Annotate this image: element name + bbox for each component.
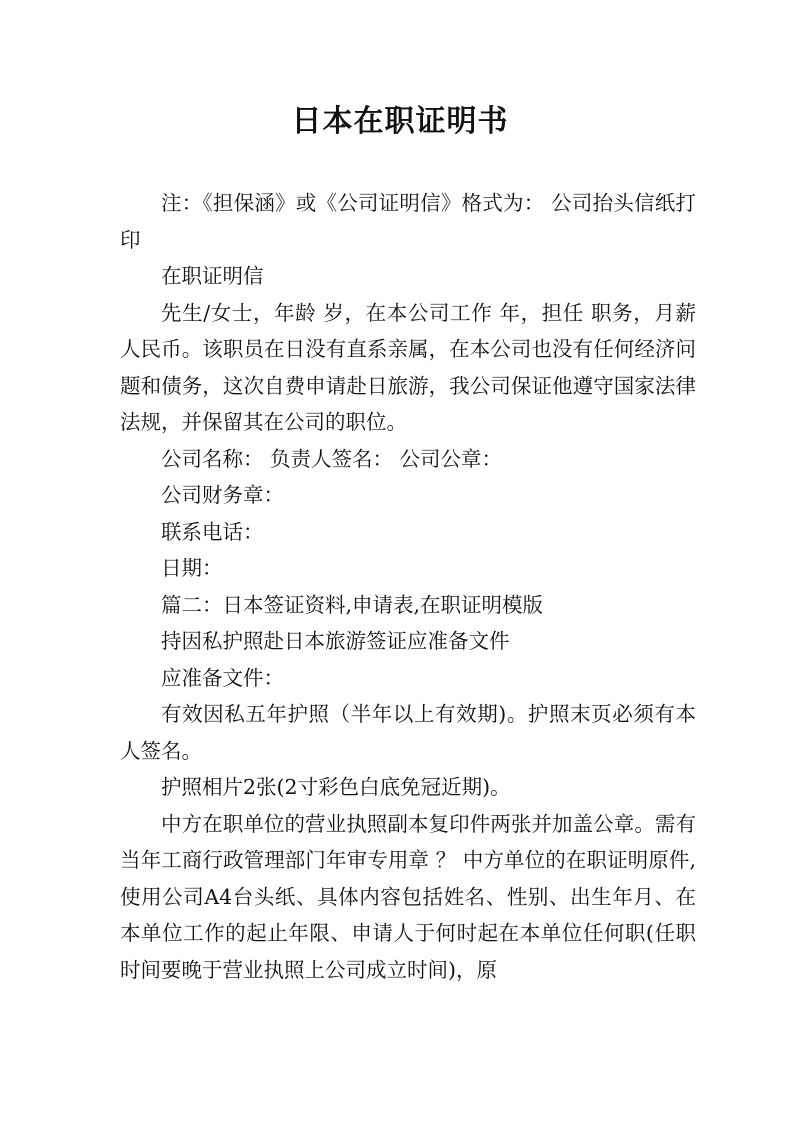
date-line: 日期：	[161, 556, 223, 580]
photo-item: 护照相片2张(2寸彩色白底免冠近期)。	[161, 775, 511, 799]
section-two-heading: 篇二：日本签证资料,申请表,在职证明模版	[161, 592, 544, 617]
document-title: 日本在职证明书	[291, 104, 509, 139]
required-docs-label: 应准备文件：	[161, 665, 284, 690]
finance-seal-line: 公司财务章：	[161, 483, 284, 507]
passport-item: 有效因私五年护照（半年以上有效期)。护照末页必须有本人签名。	[120, 702, 696, 763]
document-body	[120, 185, 696, 988]
letter-heading: 在职证明信	[161, 264, 264, 288]
letter-body: 先生/女士，年龄 岁，在本公司工作 年，担任 职务，月薪 人民币。该职员在日没有直系亲属，在本公司也没有任何经济问题和债务，这次自费申请赴日旅游，我公司保证他遵守国家法律法规，并保留其在公司的职位。	[120, 300, 696, 434]
format-note: 注：《担保涵》或《公司证明信》格式为： 公司抬头信纸打印	[120, 191, 696, 252]
signature-line: 公司名称： 负责人签名： 公司公章：	[161, 446, 503, 471]
visa-docs-heading: 持因私护照赴日本旅游签证应准备文件	[161, 629, 510, 653]
business-license-item: 中方在职单位的营业执照副本复印件两张并加盖公章。需有当年工商行政管理部门年审专用章 ？ 中方单位的在职证明原件,使用公司A4台头纸、具体内容包括姓名、性别、出生年月、在本单位工作的起止年限、申请人于何时起在本单位任何职(任职时间要晚于营业执照上公司成立时间)，原	[120, 811, 696, 982]
phone-line: 联系电话：	[161, 519, 264, 544]
